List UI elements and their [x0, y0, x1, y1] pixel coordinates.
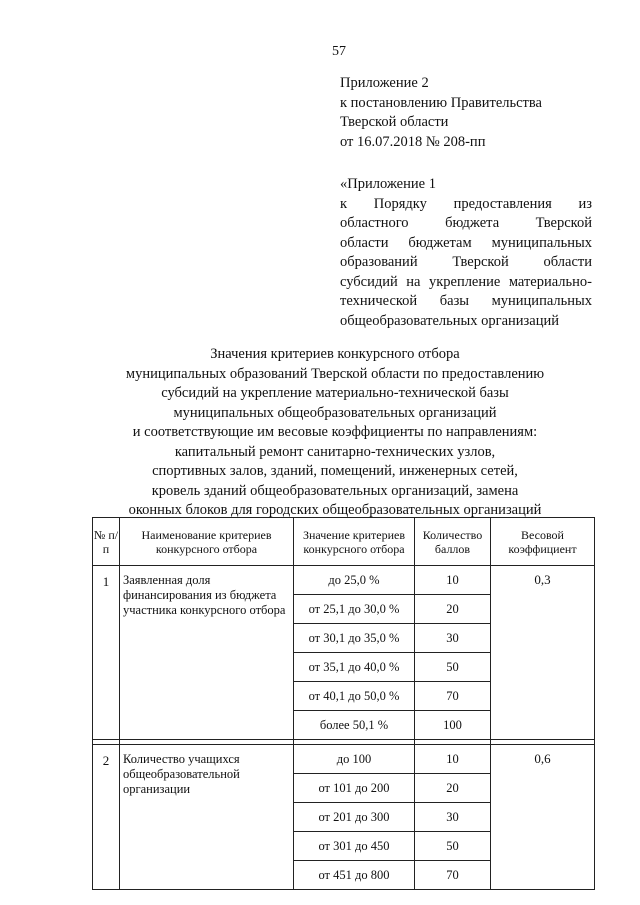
- table-row: [93, 745, 595, 774]
- header-criterion-name: Наименование критериев конкурсного отбора: [120, 518, 294, 566]
- title-line: спортивных залов, зданий, помещений, инженерных сетей,: [152, 463, 518, 479]
- criterion-points: 50: [415, 653, 491, 682]
- appendix-1-line: областного бюджета Тверской: [340, 215, 592, 231]
- appendix-2-line: Приложение 2: [340, 75, 429, 91]
- criterion-points: 50: [415, 832, 491, 861]
- appendix-2-header: [340, 74, 542, 152]
- title-line: муниципальных образований Тверской области по предоставлению: [125, 365, 545, 382]
- title-line: капитальный ремонт санитарно-технических узлов,: [174, 443, 496, 460]
- criterion-points: 10: [415, 566, 491, 595]
- criterion-value: от 30,1 до 35,0 %: [294, 624, 415, 653]
- appendix-2-line: к постановлению Правительства: [340, 94, 542, 111]
- page-number: 57: [332, 44, 346, 59]
- appendix-2-line: от 16.07.2018 № 208-пп: [340, 133, 486, 150]
- appendix-1-line: общеобразовательных организаций: [340, 312, 559, 329]
- document-title: [100, 345, 570, 521]
- criterion-points: 20: [415, 774, 491, 803]
- criterion-number: 2: [93, 745, 120, 890]
- criterion-value: более 50,1 %: [294, 711, 415, 740]
- appendix-1-line: области бюджетам муниципальных: [340, 234, 592, 251]
- header-num: № п/п: [93, 518, 120, 566]
- title-line: субсидий на укрепление материально-технической базы: [161, 385, 509, 401]
- title-line: Значения критериев конкурсного отбора: [210, 346, 460, 362]
- table-header-row: [93, 518, 595, 566]
- header-criterion-value: Значение критериев конкурсного отбора: [294, 518, 415, 566]
- table-row: [93, 566, 595, 595]
- criterion-name: Заявленная доля финансирования из бюджета участника конкурсного отбора: [120, 566, 294, 740]
- appendix-1-line: «Приложение 1: [340, 176, 436, 192]
- criterion-points: 30: [415, 803, 491, 832]
- appendix-1-line: образований Тверской области: [340, 254, 592, 270]
- criterion-value: от 201 до 300: [294, 803, 415, 832]
- criterion-points: 20: [415, 595, 491, 624]
- criterion-value: от 25,1 до 30,0 %: [294, 595, 415, 624]
- criterion-weight: 0,6: [491, 745, 595, 890]
- criterion-weight: 0,3: [491, 566, 595, 740]
- header-points: Количество баллов: [415, 518, 491, 566]
- criterion-value: от 301 до 450: [294, 832, 415, 861]
- criterion-value: до 25,0 %: [294, 566, 415, 595]
- appendix-1-line: технической базы муниципальных: [340, 293, 592, 309]
- title-line: муниципальных общеобразовательных организаций: [173, 404, 497, 421]
- title-line: оконных блоков для городских общеобразовательных организаций: [128, 502, 542, 518]
- appendix-2-line: Тверской области: [340, 114, 449, 130]
- criterion-points: 70: [415, 861, 491, 890]
- criterion-value: от 40,1 до 50,0 %: [294, 682, 415, 711]
- header-weight: Весовой коэффициент: [491, 518, 595, 566]
- criterion-number: 1: [93, 566, 120, 740]
- appendix-1-line: субсидий на укрепление материально-: [340, 273, 592, 290]
- criterion-value: от 101 до 200: [294, 774, 415, 803]
- title-line: кровель зданий общеобразовательных организаций, замена: [151, 482, 519, 499]
- criterion-name: Количество учащихся общеобразовательной организации: [120, 745, 294, 890]
- criterion-points: 30: [415, 624, 491, 653]
- criterion-value: от 35,1 до 40,0 %: [294, 653, 415, 682]
- appendix-1-header: [340, 175, 592, 331]
- criteria-table: [92, 517, 595, 890]
- criterion-value: от 451 до 800: [294, 861, 415, 890]
- criterion-points: 100: [415, 711, 491, 740]
- appendix-1-line: к Порядку предоставления из: [340, 195, 592, 212]
- title-line: и соответствующие им весовые коэффициенты по направлениям:: [132, 424, 538, 440]
- criterion-points: 10: [415, 745, 491, 774]
- criterion-value: до 100: [294, 745, 415, 774]
- criterion-points: 70: [415, 682, 491, 711]
